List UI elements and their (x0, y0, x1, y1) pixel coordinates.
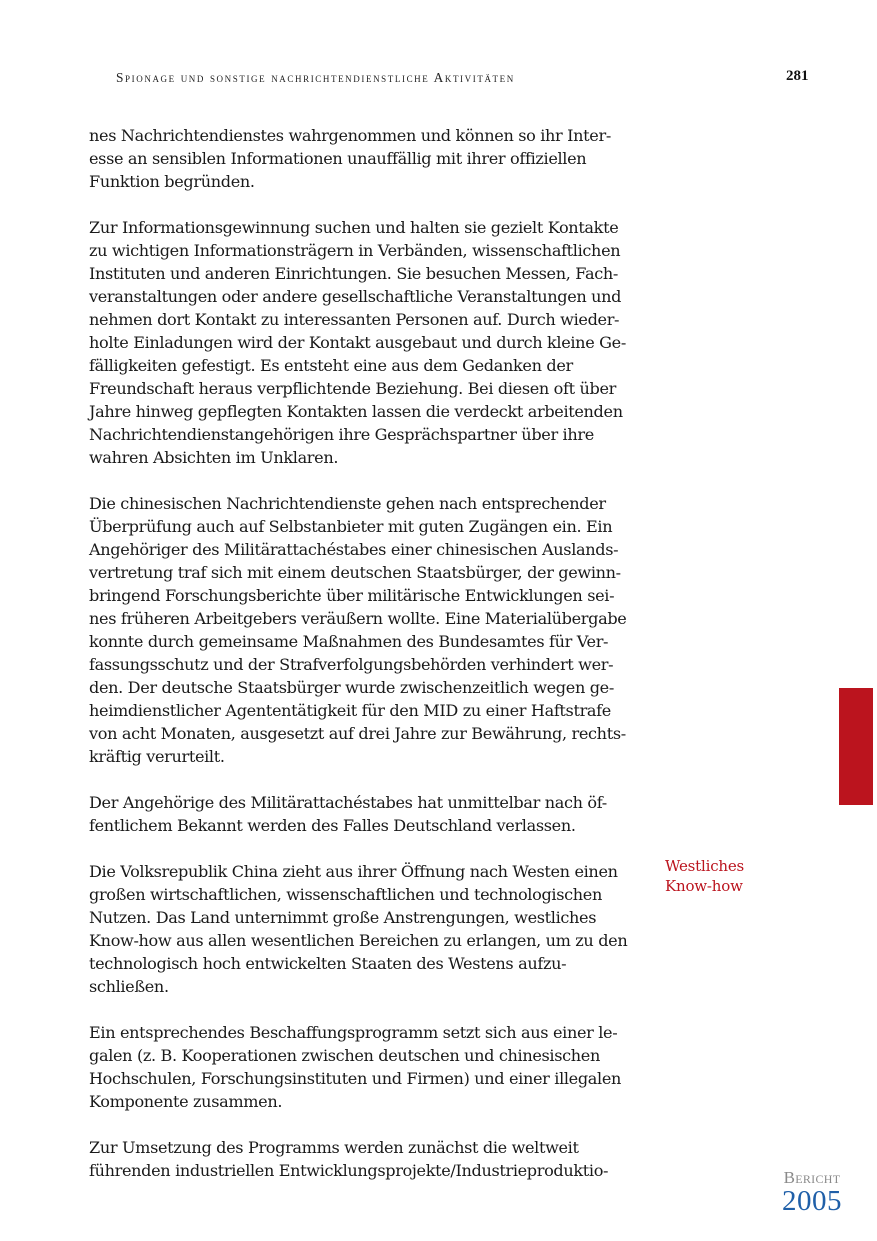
text-line: Funktion begründen. (89, 172, 255, 191)
text-line: schließen. (89, 977, 169, 996)
text-line: Know-how aus allen wesentlichen Bereichen zu erlangen, um zu den (89, 931, 628, 950)
paragraph-6 (89, 1021, 649, 1113)
text-line: nehmen dort Kontakt zu interessanten Personen auf. Durch wieder- (89, 310, 620, 329)
text-line: fassungsschutz und der Strafverfolgungsbehörden verhindert wer- (89, 655, 614, 674)
text-line: Nutzen. Das Land unternimmt große Anstrengungen, westliches (89, 908, 597, 927)
text-line: holte Einladungen wird der Kontakt ausgebaut und durch kleine Ge- (89, 333, 626, 352)
text-line: Freundschaft heraus verpflichtende Beziehung. Bei diesen oft über (89, 379, 616, 398)
text-line: veranstaltungen oder andere gesellschaftliche Veranstaltungen und (89, 287, 622, 306)
text-line: großen wirtschaftlichen, wissenschaftlichen und technologischen (89, 885, 602, 904)
report-logo (776, 1168, 848, 1217)
text-line: zu wichtigen Informationsträgern in Verbänden, wissenschaftlichen (89, 241, 621, 260)
text-line: kräftig verurteilt. (89, 747, 225, 766)
text-line: den. Der deutsche Staatsbürger wurde zwischenzeitlich wegen ge- (89, 678, 614, 697)
text-line: Komponente zusammen. (89, 1092, 283, 1111)
paragraph-1 (89, 124, 649, 193)
main-text-column (89, 124, 649, 1205)
text-line: vertretung traf sich mit einem deutschen Staatsbürger, der gewinn- (89, 563, 621, 582)
page-number: 281 (786, 68, 809, 84)
text-line: Die Volksrepublik China zieht aus ihrer Öffnung nach Westen einen (89, 862, 618, 881)
text-line: Zur Umsetzung des Programms werden zunächst die weltweit (89, 1138, 579, 1157)
text-line: fälligkeiten gefestigt. Es entsteht eine aus dem Gedanken der (89, 356, 573, 375)
text-line: technologisch hoch entwickelten Staaten des Westens aufzu- (89, 954, 567, 973)
marginal-note-line: Know-how (665, 877, 743, 895)
text-line: fentlichem Bekannt werden des Falles Deutschland verlassen. (89, 816, 576, 835)
text-line: Überprüfung auch auf Selbstanbieter mit guten Zugängen ein. Ein (89, 517, 613, 536)
text-line: Zur Informationsgewinnung suchen und halten sie gezielt Kontakte (89, 218, 619, 237)
text-line: Jahre hinweg gepflegten Kontakten lassen die verdeckt arbeitenden (89, 402, 623, 421)
text-line: Hochschulen, Forschungsinstituten und Firmen) und einer illegalen (89, 1069, 622, 1088)
paragraph-4 (89, 791, 649, 837)
marginal-note (665, 856, 744, 896)
text-line: von acht Monaten, ausgesetzt auf drei Jahre zur Bewährung, rechts- (89, 724, 626, 743)
text-line: konnte durch gemeinsame Maßnahmen des Bundesamtes für Ver- (89, 632, 609, 651)
text-line: nes früheren Arbeitgebers veräußern wollte. Eine Materialübergabe (89, 609, 627, 628)
chapter-tab-marker (839, 688, 873, 805)
paragraph-3 (89, 492, 649, 768)
text-line: Angehöriger des Militärattachéstabes einer chinesischen Auslands- (89, 540, 619, 559)
paragraph-2 (89, 216, 649, 469)
text-line: nes Nachrichtendienstes wahrgenommen und können so ihr Inter- (89, 126, 611, 145)
text-line: bringend Forschungsberichte über militärische Entwicklungen sei- (89, 586, 615, 605)
text-line: Ein entsprechendes Beschaffungsprogramm setzt sich aus einer le- (89, 1023, 618, 1042)
text-line: esse an sensiblen Informationen unauffällig mit ihrer offiziellen (89, 149, 587, 168)
marginal-note-line: Westliches (665, 857, 745, 875)
report-year: 2005 (782, 1185, 842, 1217)
text-line: galen (z. B. Kooperationen zwischen deutschen und chinesischen (89, 1046, 600, 1065)
paragraph-7 (89, 1136, 649, 1182)
report-word: Bericht (783, 1168, 841, 1187)
running-header-title: Spionage und sonstige nachrichtendienstliche Aktivitäten (116, 70, 515, 85)
paragraph-5 (89, 860, 649, 998)
text-line: Der Angehörige des Militärattachéstabes hat unmittelbar nach öf- (89, 793, 607, 812)
text-line: Die chinesischen Nachrichtendienste gehen nach entsprechender (89, 494, 606, 513)
text-line: Nachrichtendienstangehörigen ihre Gesprächspartner über ihre (89, 425, 594, 444)
text-line: wahren Absichten im Unklaren. (89, 448, 339, 467)
text-line: Instituten und anderen Einrichtungen. Sie besuchen Messen, Fach- (89, 264, 619, 283)
text-line: führenden industriellen Entwicklungsprojekte/Industrieproduktio- (89, 1161, 609, 1180)
text-line: heimdienstlicher Agententätigkeit für den MID zu einer Haftstrafe (89, 701, 611, 720)
